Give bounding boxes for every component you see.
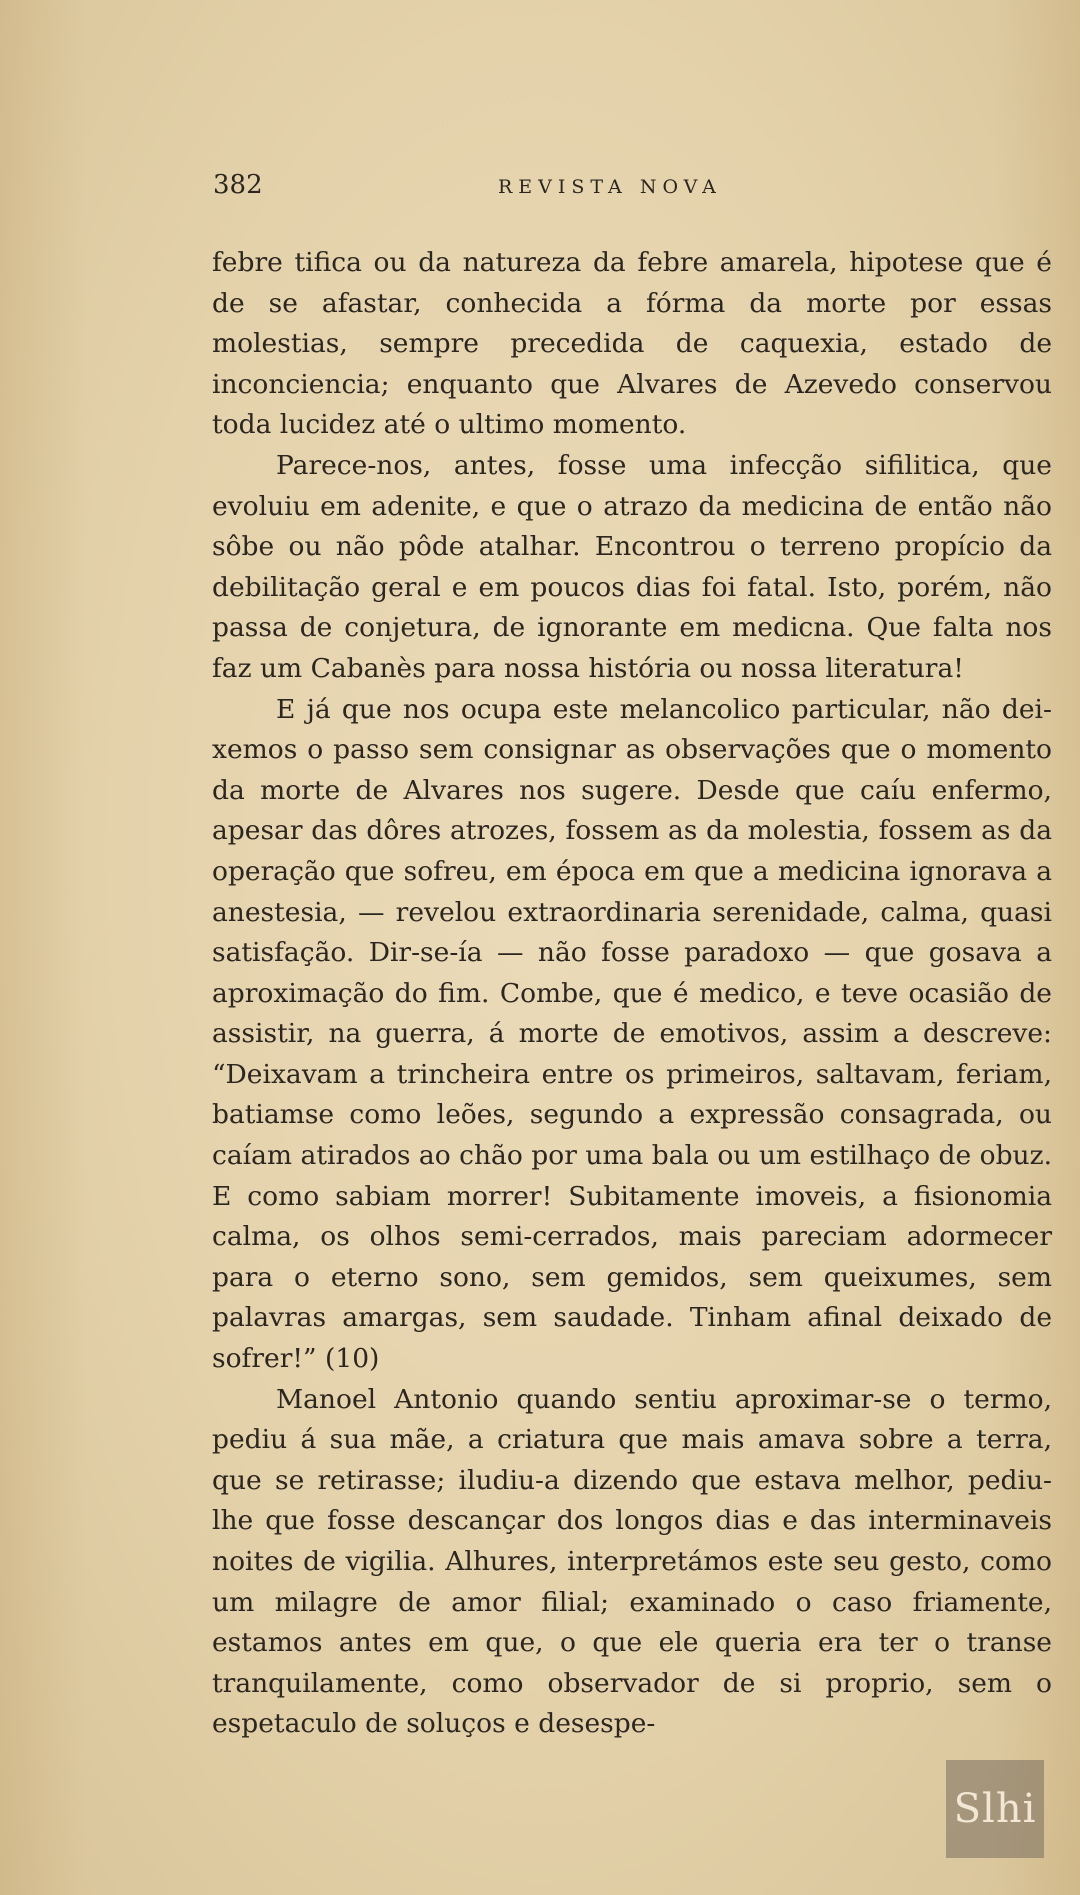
paragraph: Manoel Antonio quando sentiu aproximar-se o termo, pediu á sua mãe, a criatura que mais amava sobre a terra, que se retirasse; iludiu-a dizendo que estava melhor, pediu-lhe que fosse descançar dos longos dias e das interminaveis noites de vigilia. Alhures, interpretámos este seu gesto, como um milagre de amor filial; examinado o caso friamente, estamos antes em que, o que ele queria era ter o transe tranquilamente, como observador de si proprio, sem o espetaculo de soluços e desespe- [212,1383,1052,1740]
paragraph-continuation: febre tifica ou da natureza da febre amarela, hipotese que é de se afastar, conhecida a fórma da morte por essas molestias, sempre precedida de caquexia, estado de inconciencia; enquanto que Alvares de Azevedo conservou toda lucidez até o ultimo momento. [212,247,1052,441]
paragraph: E já que nos ocupa este melancolico particular, não deixemos o passo sem consignar as observações que o momento da morte de Alvares nos sugere. Desde que caíu enfermo, apesar das dôres atrozes, fossem as da molestia, fossem as da operação que sofreu, em época em que a medicina ignorava a anestesia, — revelou extraordinaria serenidade, calma, quasi satisfação. Dir-se-ía — não fosse paradoxo — que gosava a aproximação do fim. Combe, que é medico, e teve ocasião de assistir, na guerra, á morte de emotivos, assim a descreve: “Deixavam a trincheira entre os primeiros, saltavam, feriam, batiamse como leões, segundo a expressão consagrada, ou caíam atirados ao chão por uma bala ou um estilhaço de obuz. E como sabiam morrer! Subitamente imoveis, a fisionomia calma, os olhos semi-cerrados, mais pareciam adormecer para o eterno sono, sem gemidos, sem queixumes, sem palavras amargas, sem saudade. Tinham afinal deixado de sofrer!” (10) [212,693,1052,1375]
running-title: REVISTA NOVA [498,176,722,198]
page-number: 382 [213,170,263,200]
paragraph: Parece-nos, antes, fosse uma infecção sifilitica, que evoluiu em adenite, e que o atrazo da medicina de então não sôbe ou não pôde atalhar. Encontrou o terreno propício da debilitação geral e em poucos dias foi fatal. Isto, porém, não passa de conjetura, de ignorante em medicna. Que falta nos faz um Cabanès para nossa história ou nossa literatura! [212,449,1052,684]
page-header [213,170,863,210]
body-text [212,243,1052,1745]
library-watermark-logo [946,1760,1044,1858]
watermark-label: Slhi [953,1786,1037,1832]
